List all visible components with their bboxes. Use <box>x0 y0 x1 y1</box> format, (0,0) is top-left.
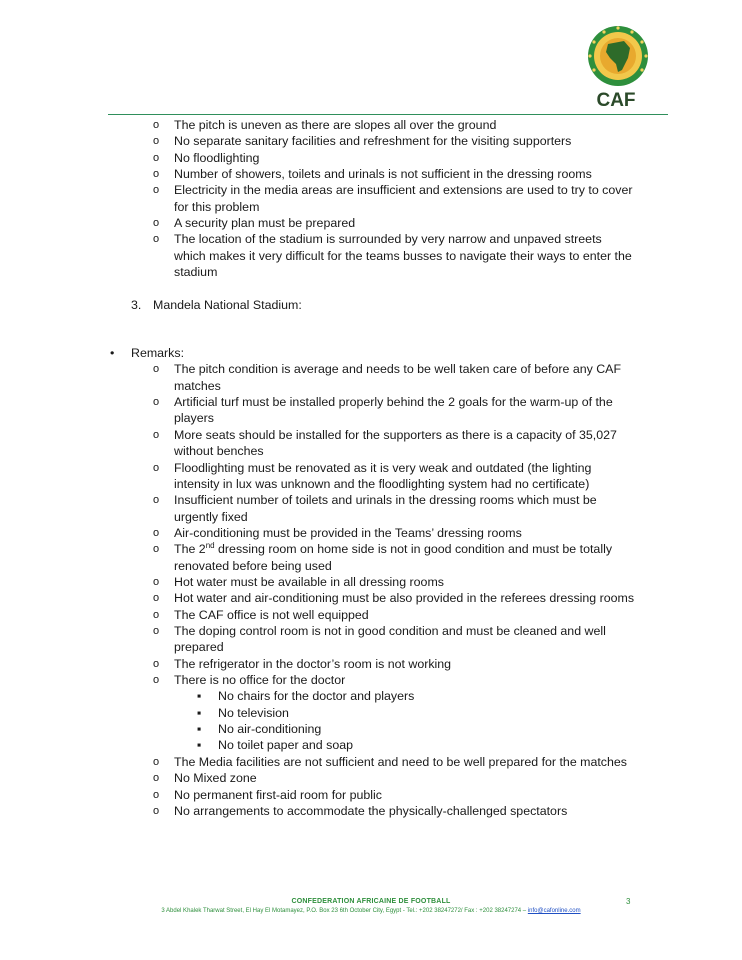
circle-bullet: o <box>153 168 160 181</box>
circle-bullet: o <box>153 217 160 230</box>
list-item-text: which makes it very difficult for the teams busses to navigate their ways to enter the <box>174 248 632 263</box>
list-item-text: Hot water and air-conditioning must be also provided in the referees dressing rooms <box>174 591 635 606</box>
circle-bullet: o <box>153 674 160 687</box>
list-item-text: players <box>174 411 214 426</box>
round-bullet: • <box>110 346 115 361</box>
sub-item-text: No chairs for the doctor and players <box>218 689 415 704</box>
circle-bullet: o <box>153 608 160 621</box>
list-item-text: The pitch is uneven as there are slopes all over the ground <box>174 118 497 132</box>
list-item-text: stadium <box>174 265 218 280</box>
sub-item-text: No air-conditioning <box>218 722 322 737</box>
circle-bullet: o <box>153 804 160 817</box>
circle-bullet: o <box>153 119 160 131</box>
footer-address <box>0 908 742 914</box>
circle-bullet: o <box>153 233 160 246</box>
circle-bullet: o <box>153 461 160 474</box>
list-item-text: The Media facilities are not sufficient and need to be well prepared for the matches <box>174 754 627 769</box>
list-item-text: No floodlighting <box>174 150 260 165</box>
list-item-text: for this problem <box>174 199 260 214</box>
circle-bullet: o <box>153 575 160 588</box>
circle-bullet: o <box>153 494 160 507</box>
circle-bullet: o <box>153 657 160 670</box>
list-item-text: without benches <box>174 444 264 459</box>
list-item-text: The pitch condition is average and needs to be well taken care of before any CAF <box>174 362 622 377</box>
circle-bullet: o <box>153 428 160 441</box>
list-item-text: The location of the stadium is surrounded by very narrow and unpaved streets <box>174 232 602 247</box>
list-item-text: More seats should be installed for the supporters as there is a capacity of 35,027 <box>174 427 617 442</box>
list-item-text: There is no office for the doctor <box>174 673 346 688</box>
list-item-text: Floodlighting must be renovated as it is very weak and outdated (the lighting <box>174 460 592 475</box>
list-item-text: Insufficient number of toilets and urinals in the dressing rooms which must be <box>174 493 597 508</box>
footer-address-text: 3 Abdel Khalek Tharwat Street, El Hay El Motamayez, P.O. Box 23 6th October City, Egypt - Tel.: +202 38247272/ Fax : +202 38247274 – <box>161 908 527 914</box>
list-item-text: A security plan must be prepared <box>174 216 356 231</box>
list-item-text: Number of showers, toilets and urinals is not sufficient in the dressing rooms <box>174 167 592 182</box>
list-item-text: renovated before being used <box>174 558 332 573</box>
list-item-text: The refrigerator in the doctor’s room is not working <box>174 656 452 671</box>
circle-bullet: o <box>153 151 160 164</box>
list-item-text: The 2nd dressing room on home side is not in good condition and must be totally <box>174 541 613 557</box>
header-rule <box>108 114 668 115</box>
circle-bullet: o <box>153 755 160 768</box>
list-item-text: Electricity in the media areas are insufficient and extensions are used to try to cover <box>174 183 633 198</box>
list-item-text: No Mixed zone <box>174 771 257 786</box>
circle-bullet: o <box>153 184 160 197</box>
svg-text:CAF: CAF <box>596 90 636 111</box>
list-item-text: urgently fixed <box>174 509 248 524</box>
list-item-text: The CAF office is not well equipped <box>174 607 369 622</box>
circle-bullet: o <box>153 788 160 801</box>
list-item-text: matches <box>174 378 221 393</box>
circle-bullet: o <box>153 543 160 556</box>
caf-logo <box>572 20 664 112</box>
square-bullet: ▪ <box>197 689 202 704</box>
circle-bullet: o <box>153 135 160 148</box>
list-item-text: No separate sanitary facilities and refreshment for the visiting supporters <box>174 134 572 149</box>
footer-title: CONFEDERATION AFRICAINE DE FOOTBALL <box>291 898 451 905</box>
list-item-text: The doping control room is not in good condition and must be cleaned and well <box>174 624 606 639</box>
list-item-text: Artificial turf must be installed properly behind the 2 goals for the warm-up of the <box>174 395 613 410</box>
section-number: 3. <box>131 297 142 312</box>
circle-bullet: o <box>153 772 160 785</box>
footer <box>0 898 742 914</box>
list-item-text: Air-conditioning must be provided in the Teams’ dressing rooms <box>174 525 522 540</box>
list-item-text: prepared <box>174 640 224 655</box>
superscript: nd <box>205 541 215 551</box>
remarks-label: Remarks: <box>131 346 185 361</box>
sub-item-text: No toilet paper and soap <box>218 738 354 753</box>
square-bullet: ▪ <box>197 738 202 753</box>
list-item-text: Hot water must be available in all dressing rooms <box>174 574 444 589</box>
page-number: 3 <box>626 897 631 906</box>
circle-bullet: o <box>153 363 160 376</box>
list-item-text: No permanent first-aid room for public <box>174 787 382 802</box>
footer-email-link[interactable]: info@cafonline.com <box>527 908 581 914</box>
section-title: Mandela National Stadium: <box>153 297 302 312</box>
list-item-text: intensity in lux was unknown and the floodlighting system had no certificate) <box>174 476 590 491</box>
square-bullet: ▪ <box>197 722 202 737</box>
circle-bullet: o <box>153 396 160 409</box>
circle-bullet: o <box>153 625 160 638</box>
sub-item-text: No television <box>218 705 289 720</box>
circle-bullet: o <box>153 526 160 539</box>
circle-bullet: o <box>153 592 160 605</box>
list-item-text: No arrangements to accommodate the physically-challenged spectators <box>174 803 568 818</box>
square-bullet: ▪ <box>197 705 202 720</box>
